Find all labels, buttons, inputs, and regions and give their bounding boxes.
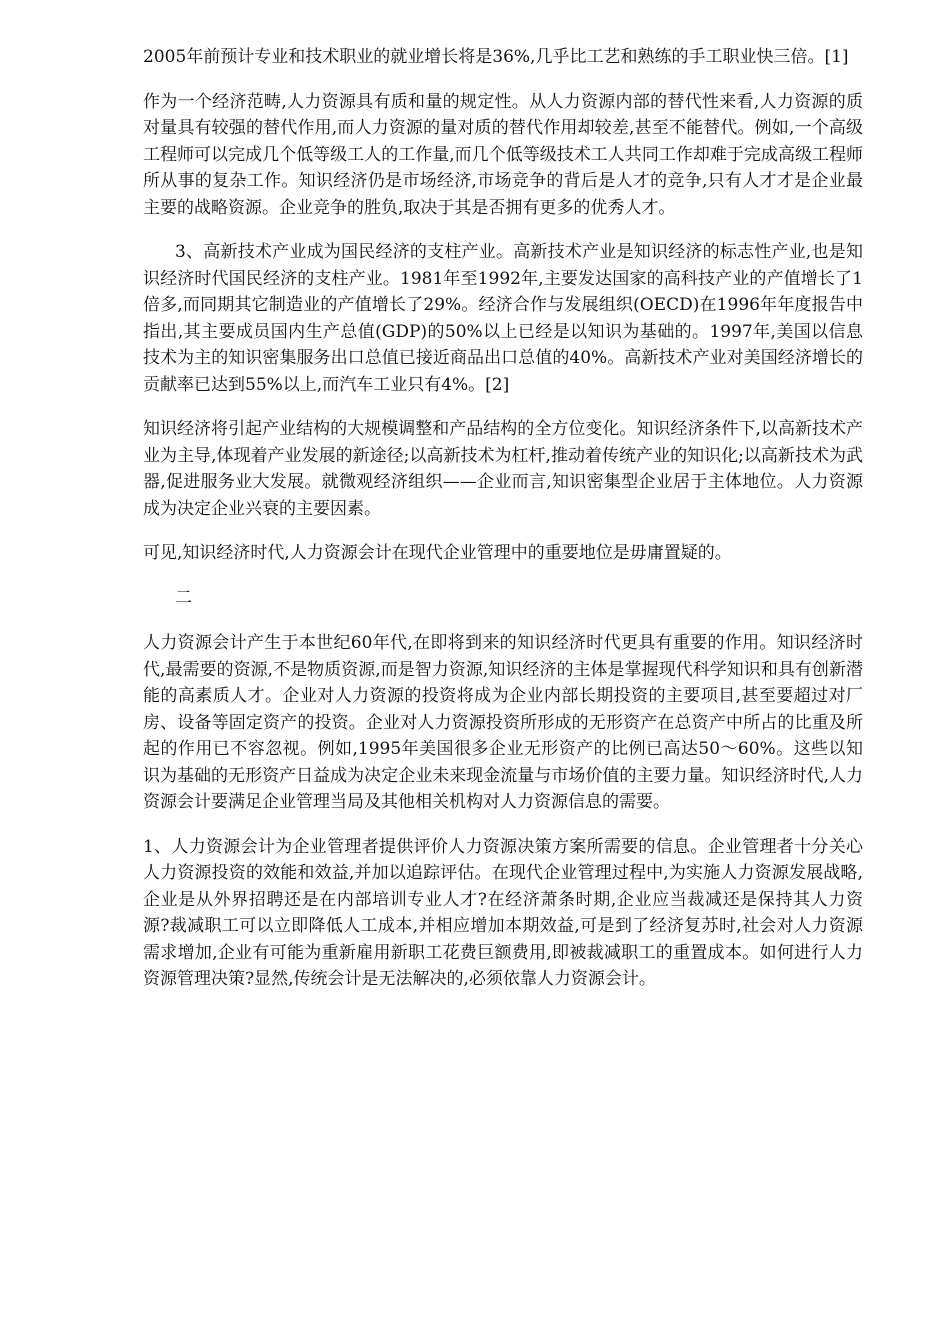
paragraph-employment-growth: 2005年前预计专业和技术职业的就业增长将是36%,几乎比工艺和熟练的手工职业快三倍。[1] <box>143 47 849 67</box>
paragraph-hr-accounting-origin: 人力资源会计产生于本世纪60年代,在即将到来的知识经济时代更具有重要的作用。知识经济时代,最需要的资源,不是物质资源,而是智力资源,知识经济的主体是掌握现代科学知识和具有创新潜能的高素质人才。企业对人力资源的投资将成为企业内部长期投资的主要项目,甚至要超过对厂房、设备等固定资产的投资。企业对人力资源投资所形成的无形资产在总资产中所占的比重及所起的作用已不容忽视。例如,1995年美国很多企业无形资产的比例已高达50～60%。这些以知识为基础的无形资产日益成为决定企业未来现金流量与市场价值的主要力量。知识经济时代,人力资源会计要满足企业管理当局及其他相关机构对人力资源信息的需要。 <box>143 633 863 812</box>
paragraph-industrial-structure: 知识经济将引起产业结构的大规模调整和产品结构的全方位变化。知识经济条件下,以高新技术产业为主导,体现着产业发展的新途径;以高新技术为杠杆,推动着传统产业的知识化;以高新技术为武器,促进服务业大发展。就微观经济组织——企业而言,知识密集型企业居于主体地位。人力资源成为决定企业兴衰的主要因素。 <box>143 419 863 519</box>
paragraph-conclusion: 可见,知识经济时代,人力资源会计在现代企业管理中的重要地位是毋庸置疑的。 <box>143 543 732 563</box>
paragraph-high-tech-industry: 3、高新技术产业成为国民经济的支柱产业。高新技术产业是知识经济的标志性产业,也是知识经济时代国民经济的支柱产业。1981年至1992年,主要发达国家的高科技产业的产值增长了1倍多,而同期其它制造业的产值增长了29%。经济合作与发展组织(OECD)在1996年年度报告中指出,其主要成员国内生产总值(GDP)的50%以上已经是以知识为基础的。1997年,美国以信息技术为主的知识密集服务出口总值已接近商品出口总值的40%。高新技术产业对美国经济增长的贡献率已达到55%以上,而汽车工业只有4%。[2] <box>143 242 863 395</box>
paragraph-human-resource-quality: 作为一个经济范畴,人力资源具有质和量的规定性。从人力资源内部的替代性来看,人力资源的质对量具有较强的替代作用,而人力资源的量对质的替代作用却较差,甚至不能替代。例如,一个高级工程师可以完成几个低等级工人的工作量,而几个低等级技术工人共同工作却难于完成高级工程师所从事的复杂工作。知识经济仍是市场经济,市场竞争的背后是人才的竞争,只有人才才是企业最主要的战略资源。企业竞争的胜负,取决于其是否拥有更多的优秀人才。 <box>143 91 863 218</box>
paragraph-hr-accounting-decision: 1、人力资源会计为企业管理者提供评价人力资源决策方案所需要的信息。企业管理者十分关心人力资源投资的效能和效益,并加以追踪评估。在现代企业管理过程中,为实施人力资源发展战略,企业是从外界招聘还是在内部培训专业人才?在经济萧条时期,企业应当裁减还是保持其人力资源?裁减职工可以立即降低人工成本,并相应增加本期效益,可是到了经济复苏时,社会对人力资源需求增加,企业有可能为重新雇用新职工花费巨额费用,即被裁减职工的重置成本。如何进行人力资源管理决策?显然,传统会计是无法解决的,必须依靠人力资源会计。 <box>143 836 863 989</box>
document-page <box>143 44 863 1011</box>
section-heading-two: 二 <box>175 587 192 608</box>
